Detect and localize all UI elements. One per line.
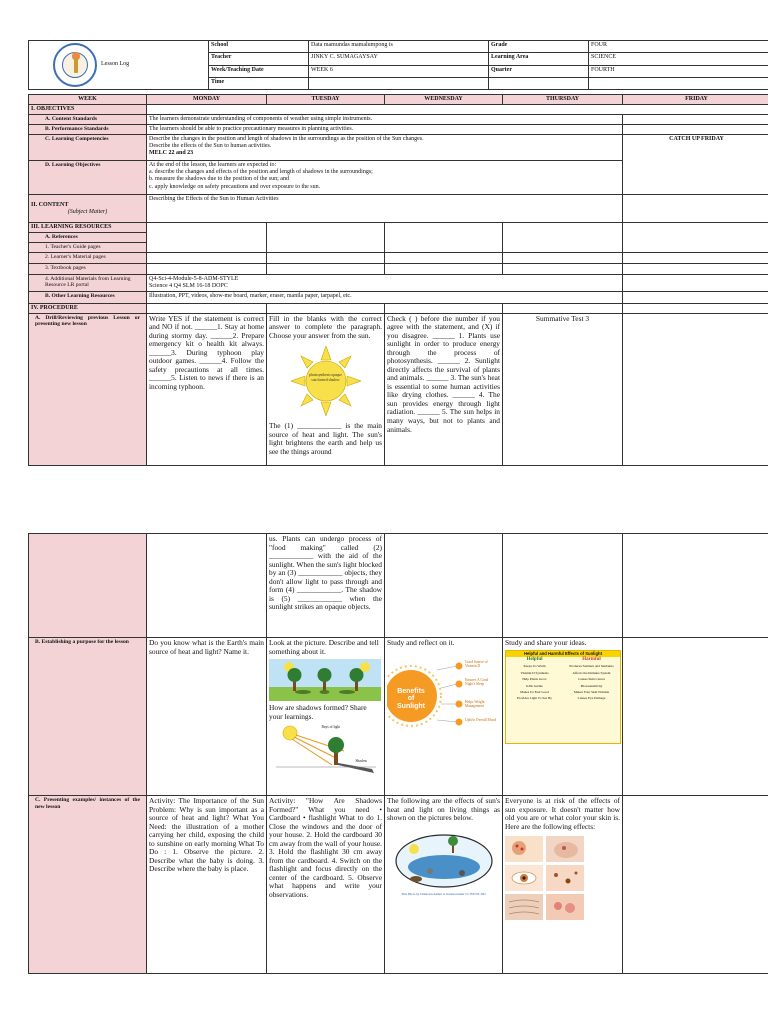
sun-effects-cycle-picture	[392, 827, 496, 893]
objectives-heading: I. OBJECTIVES	[29, 105, 147, 115]
deped-seal-icon	[53, 43, 97, 87]
helpful-item: Provides Light To See By	[517, 696, 552, 701]
benefits-of-sunlight-infographic	[387, 656, 499, 732]
harmful-item: Affects the Immune System	[572, 670, 611, 675]
helpful-item: Help Plants Grow	[522, 677, 547, 682]
header-value: JINKY C. SUMAGAYSAY	[309, 53, 489, 65]
competency-line: Describe the effects of the Sun to human activities.	[149, 143, 272, 150]
benefit-item: Uplifts Overall Mood	[465, 717, 497, 722]
header-key: Week/Teaching Date	[209, 65, 309, 77]
examples-wednesday-intro: The following are the effects of sun's heat and light on living things as shown on the pictures below.	[387, 796, 500, 823]
page-2	[28, 533, 768, 974]
objective-line: c. apply knowledge on safety precautions and over exposure to the sun.	[149, 183, 321, 190]
helpful-item: Makes Us Feel Good	[520, 689, 549, 694]
melc-line: MELC 22 and 23	[149, 150, 194, 157]
other-resources-label: B. Other Learning Resources	[29, 291, 147, 303]
drill-monday: Write YES if the statement is correct and NO if not. ______1. Stay at home during stormy day. ______2. Prepare emergency kit o health kit always. ______3. During typhoon play outdoor games. ______4. Follow the safety precautions at all times. ______5. Listen to news if there is an incoming typhoon.	[147, 313, 267, 465]
header-table	[28, 40, 768, 90]
teachers-guide-label: 1. Teacher's Guide pages	[29, 242, 147, 252]
sun-word-bank-icon	[291, 346, 361, 416]
purpose-tuesday-question: How are shadows formed? Share your learnings.	[269, 703, 367, 721]
harmful-item: Causes Skin Cancer	[577, 677, 606, 682]
rays-label: Rays of light	[321, 725, 341, 730]
sun-word-bank: photosynthesis opaque sun formed shadow	[309, 373, 342, 383]
header-value: SCIENCE	[589, 53, 768, 65]
wednesday-heading: WEDNESDAY	[385, 95, 503, 105]
header-value: Data mamundas mamalumpong is	[309, 41, 489, 53]
shadow-diagram	[276, 725, 376, 777]
eye-photo	[505, 865, 543, 891]
examples-label: C. Presenting examples/ instances of the new lesson	[29, 796, 147, 974]
content-standards-text: The learners demonstrate understanding of components of weather using simple instruments.	[147, 115, 623, 125]
materials-line: Science 4 Q4 SLM 16-18 DOPC	[149, 282, 228, 289]
helpful-item: Vitamin D Synthesis	[520, 670, 549, 675]
learning-objectives-label: D. Learning Objectives	[29, 161, 147, 195]
other-resources-text: Illustration, PPT, videos, show-me board, marker, eraser, manila paper, tarpapel, etc.	[147, 291, 623, 303]
content-text: Describing the Effects of the Sun to Human Activities	[147, 195, 623, 223]
competency-line: Describe the changes in the position and length of shadows in the surroundings as the position of the Sun changes.	[149, 136, 424, 143]
lesson-table-continued	[28, 533, 768, 974]
examples-tuesday: Activity: "How Are Shadows Formed?" What you need • Cardboard • flashlight What to do 1. Close the windows and the door of your house. 2. Hold the cardboard 30 cm away from the wall of your house. 3. Hold the flashlight 30 cm away from the cardboard. 4. Switch on the flashlight and focus directly on the center of the cardboard. 5. Observe what happens and write your observations.	[267, 796, 385, 974]
header-key: Learning Area	[489, 53, 589, 65]
benefit-item: Good Source of Vitamin D	[465, 659, 488, 668]
performance-standards-label: B. Performance Standards	[29, 125, 147, 135]
header-key: Grade	[489, 41, 589, 53]
sun-effect-photos	[505, 836, 620, 920]
additional-materials-label: 4. Additional Materials from Learning Resource LR portal	[29, 274, 147, 291]
catch-up-friday: CATCH UP FRIDAY	[623, 135, 768, 195]
wrinkle-photo	[505, 894, 543, 920]
harmful-item: Photosensitivity	[580, 683, 603, 688]
header-key: School	[209, 41, 309, 53]
tuesday-heading: TUESDAY	[267, 95, 385, 105]
friday-heading: FRIDAY	[623, 95, 768, 105]
trees-shadow-picture	[269, 659, 381, 701]
purpose-tuesday-intro: Look at the picture. Describe and tell something about it.	[269, 638, 379, 656]
skin-photo	[546, 836, 584, 862]
helpful-item: Keeps Us Warm	[523, 664, 546, 669]
learners-material-label: 2. Learner's Material pages	[29, 252, 147, 263]
photo-credit: This Photo by Unknown Author is licensed under CC BY-NC-ND	[401, 891, 486, 896]
content-standards-label: A. Content Standards	[29, 115, 147, 125]
resources-heading: III. LEARNING RESOURCES	[29, 223, 147, 233]
helpful-heading: Helpful	[526, 657, 543, 663]
benefit-item: Helps Weight Management	[465, 699, 485, 708]
purpose-thursday-intro: Study and share your ideas.	[505, 638, 587, 647]
references-label: A. References	[29, 233, 147, 243]
drill-wednesday: Check ( ) before the number if you agree with the statement, and (X) if you disagree. ______ 1. Plants use sunlight in order to produce energy through the process of photosynthesis. ______ 2. Sunlight directly affects the survival of plants and animals. ______ 3. The sun's heat is essential to some human activities like drying clothes. ______ 4. The sun provides energy through light radiation. ______ 5. The sun helps in many ways, but not to plants and animals.	[385, 313, 503, 465]
textbook-label: 3. Textbook pages	[29, 263, 147, 274]
drill-thursday: Summative Test 3	[503, 313, 623, 465]
header-key: Teacher	[209, 53, 309, 65]
header-value: FOURTH	[589, 65, 768, 77]
objective-line: a. describe the changes and effects of the position and length of shadows in the surroundings;	[149, 169, 373, 176]
monday-heading: MONDAY	[147, 95, 267, 105]
benefits-title: Benefits of Sunlight	[397, 687, 425, 710]
purpose-monday: Do you know what is the Earth's main source of heat and light? Name it.	[147, 638, 267, 796]
content-sub: (Subject Matter)	[67, 208, 108, 215]
harmful-heading: Harmful	[582, 657, 601, 663]
drill-tuesday-paragraph: The (1) ____________ is the main source of heat and light. The sun's light brightens the earth and help us see the things around	[269, 421, 382, 456]
benefit-item: Ensures A Good Night's Sleep	[465, 677, 489, 686]
examples-thursday-intro: Everyone is at risk of the effects of sun exposure. It doesn't matter how old you are or what color your skin is. Here are the following effects:	[505, 796, 620, 831]
purpose-wednesday-intro: Study and reflect on it.	[387, 638, 455, 647]
shadow-label: Shadow	[355, 759, 368, 764]
examples-monday: Activity: The Importance of the Sun Problem: Why is sun important as a source of heat and light? What You Need: the illustration of a mother carrying her child, exposing the child to sunshine on early morning What To Do : 1. Observe the picture. 2. Describe what the baby is doing. 3. Describe where the baby is place.	[147, 796, 267, 974]
learning-competencies-label: C. Learning Competencies	[29, 135, 147, 161]
rash-photo	[546, 894, 584, 920]
skin-spots-photo	[546, 865, 584, 891]
week-heading: WEEK	[29, 95, 147, 105]
lesson-log-label: Lesson Log	[101, 61, 130, 68]
procedure-heading: IV. PROCEDURE	[29, 303, 147, 313]
purpose-label: B. Establishing a purpose for the lesson	[29, 638, 147, 796]
content-heading: II. CONTENT	[31, 201, 69, 208]
header-key: Time	[209, 77, 309, 89]
page-1	[28, 40, 768, 466]
header-value: WEEK 6	[309, 65, 489, 77]
harmful-item: Causes Eye Damage	[577, 696, 606, 701]
harmful-item: Makes Your Skin Wrinkle	[573, 689, 610, 694]
thursday-heading: THURSDAY	[503, 95, 623, 105]
harmful-item: Produces Sunburn and Sunburns	[569, 664, 614, 669]
header-value: FOUR	[589, 41, 768, 53]
helpful-harmful-title: Helpful and Harmful Effects of Sunlight	[506, 651, 620, 658]
helpful-item: Kills Germs	[526, 683, 543, 688]
header-key: Quarter	[489, 65, 589, 77]
objective-line: b. measure the shadows due to the position of the sun; and	[149, 176, 289, 183]
objective-line: At the end of the lesson, the learners are expected to:	[149, 162, 277, 169]
sunburn-photo	[505, 836, 543, 862]
drill-tuesday-continued: us. Plants can undergo process of "food making" called (2) ____________ with the aid of the sunlight. When the sun's light blocked by an (3) ____________ objects, they don't allow light to pass through and form (4) ____________. The shadow is (5) ____________ when the sunlight strikes an opaque objects.	[267, 534, 385, 638]
lesson-table	[28, 94, 768, 466]
helpful-harmful-chart	[505, 650, 621, 744]
performance-standards-text: The learners should be able to practice precautionary measures in planning activities.	[147, 125, 623, 135]
drill-tuesday-intro: Fill in the blanks with the correct answer to complete the paragraph. Choose your answer from the sun.	[269, 313, 382, 340]
drill-label: A. Drill/Reviewing previous Lesson or presenting new lesson	[29, 313, 147, 465]
materials-line: Q4-Sci-4-Module-5-8-ADM-STYLE	[149, 275, 239, 282]
